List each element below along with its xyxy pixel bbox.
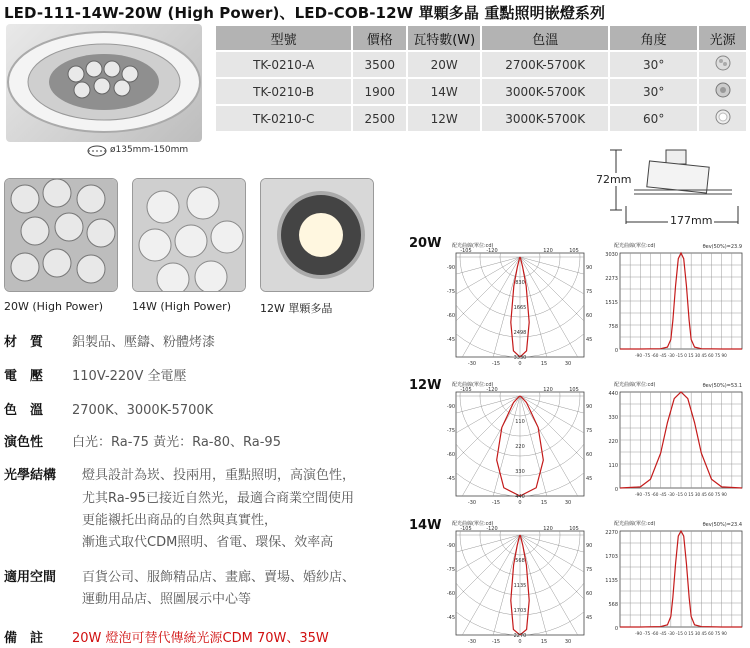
cell-watt: 14W	[408, 79, 480, 104]
polar-bottom-tick: 30	[564, 500, 572, 506]
cell-color-temp: 2700K-5700K	[482, 52, 608, 77]
polar-side-tick: -60	[446, 313, 455, 319]
spec-value: 2700K、3000K-5700K	[72, 403, 214, 418]
spec-value: 白光：Ra-75 黃光：Ra-80、Ra-95	[72, 435, 281, 450]
polar-ring-label: 440	[515, 494, 525, 500]
application-line: 運動用品店、照圖展示中心等	[82, 592, 252, 607]
polar-ring-label: 2270	[513, 633, 527, 639]
spec-cri	[4, 431, 281, 450]
polar-side-tick: -45	[446, 615, 455, 621]
polar-side-tick: -60	[446, 452, 455, 458]
polar-side-tick: 45	[586, 476, 593, 482]
linear-x-ticks: -90 -75 -60 -45 -30 -15 0 15 30 45 60 75 90	[635, 492, 727, 497]
col-header-watt: 瓦特數(W)	[408, 26, 480, 50]
spec-key: 材 質	[4, 335, 44, 350]
linear-chart	[598, 518, 748, 648]
polar-ring-label: 110	[515, 419, 525, 425]
polar-bottom-tick: -30	[467, 639, 477, 645]
linear-y-tick: 0	[614, 487, 618, 493]
polar-bottom-tick: 30	[564, 639, 572, 645]
cutout-diameter: ø135mm-150mm	[110, 145, 189, 155]
col-header-price: 價格	[353, 26, 406, 50]
structure-line: 更能襯托出商品的自然與真實性，	[82, 513, 278, 528]
linear-peak-label: θev(50%)=23.9	[702, 244, 742, 250]
linear-y-tick: 0	[614, 626, 618, 632]
linear-y-tick: 440	[608, 391, 618, 397]
watt-label-20w: 20W	[409, 236, 442, 251]
structure-line: 尤其Ra-95已接近自然光，最適合商業空間使用	[82, 491, 354, 506]
spec-material	[4, 331, 215, 350]
polar-top-tick: 105	[569, 248, 579, 254]
polar-top-tick: -105	[460, 248, 472, 254]
table-row	[216, 106, 746, 131]
polar-side-tick: 75	[586, 289, 593, 295]
page-title: LED-111-14W-20W (High Power)、LED-COB-12W 單顆多晶 重點照明嵌燈系列	[4, 4, 606, 22]
table-row	[216, 52, 746, 77]
linear-y-tick: 110	[608, 463, 618, 469]
linear-chart-title: 配光曲線(單位:cd)	[614, 521, 656, 527]
polar-side-tick: 90	[586, 543, 593, 549]
linear-chart-title: 配光曲線(單位:cd)	[614, 243, 656, 249]
polar-side-tick: -60	[446, 591, 455, 597]
polar-side-tick: 60	[586, 313, 593, 319]
cell-angle: 30°	[610, 79, 697, 104]
polar-side-tick: -90	[446, 265, 455, 271]
linear-y-tick: 330	[608, 415, 618, 421]
cell-watt: 20W	[408, 52, 480, 77]
polar-top-tick: -105	[460, 526, 472, 532]
polar-top-tick: -120	[486, 248, 498, 254]
spec-key: 電 壓	[4, 369, 44, 384]
polar-bottom-tick: -15	[491, 361, 501, 367]
polar-ring-label: 330	[515, 469, 525, 475]
spec-table	[214, 24, 748, 133]
polar-ring-label: 220	[515, 444, 525, 450]
polar-side-tick: -75	[446, 289, 455, 295]
polar-top-tick: 120	[543, 387, 553, 393]
linear-peak-label: θev(50%)=53.1	[702, 383, 742, 389]
watt-label-14w: 14W	[409, 518, 442, 533]
polar-side-tick: 45	[586, 337, 593, 343]
structure-line: 漸進式取代CDM照明、省電、環保、效率高	[82, 535, 334, 550]
polar-side-tick: 60	[586, 591, 593, 597]
linear-y-tick: 758	[608, 324, 618, 330]
polar-top-tick: 105	[569, 526, 579, 532]
linear-y-tick: 220	[608, 439, 618, 445]
light-source-icon	[699, 106, 746, 131]
product-photo	[6, 24, 202, 142]
polar-ring-label: 2498	[513, 330, 527, 336]
polar-side-tick: -75	[446, 567, 455, 573]
spec-key: 光學結構	[4, 468, 57, 483]
cell-watt: 12W	[408, 106, 480, 131]
polar-bottom-tick: 30	[564, 361, 572, 367]
spec-key: 色 溫	[4, 403, 44, 418]
note-value: 20W 燈泡可替代傳統光源CDM 70W、35W	[72, 631, 329, 646]
linear-y-tick: 0	[614, 348, 618, 354]
cell-model: TK-0210-B	[216, 79, 351, 104]
spec-key: 備 註	[4, 631, 44, 646]
linear-chart-title: 配光曲線(單位:cd)	[614, 382, 656, 388]
linear-y-tick: 2273	[605, 276, 618, 282]
linear-x-ticks: -90 -75 -60 -45 -30 -15 0 15 30 45 60 75 90	[635, 631, 727, 636]
cell-price: 1900	[353, 79, 406, 104]
polar-bottom-tick: 0	[518, 361, 522, 367]
spec-application-key	[4, 566, 72, 585]
cell-color-temp: 3000K-5700K	[482, 106, 608, 131]
thumbnail-12w	[260, 178, 374, 292]
thumbnail-14w	[132, 178, 246, 292]
cell-price: 2500	[353, 106, 406, 131]
cell-color-temp: 3000K-5700K	[482, 79, 608, 104]
linear-x-ticks: -90 -75 -60 -45 -30 -15 0 15 30 45 60 75 90	[635, 353, 727, 358]
spec-voltage	[4, 365, 186, 384]
spec-value: 110V-220V 全電壓	[72, 369, 187, 384]
polar-side-tick: -90	[446, 543, 455, 549]
linear-chart	[598, 240, 748, 370]
polar-top-tick: 105	[569, 387, 579, 393]
polar-chart-title: 配光曲線(單位:cd)	[452, 382, 494, 388]
col-header-angle: 角度	[610, 26, 697, 50]
polar-side-tick: 90	[586, 265, 593, 271]
cutout-icon	[86, 143, 108, 162]
polar-bottom-tick: -30	[467, 500, 477, 506]
polar-side-tick: 60	[586, 452, 593, 458]
watt-label-12w: 12W	[409, 378, 442, 393]
polar-side-tick: 90	[586, 404, 593, 410]
application-line: 百貨公司、服飾精品店、畫廊、賣場、婚紗店、	[82, 570, 356, 585]
spec-color-temp	[4, 399, 213, 418]
polar-top-tick: -120	[486, 387, 498, 393]
table-row	[216, 79, 746, 104]
polar-chart	[444, 240, 594, 370]
polar-ring-label: 1703	[513, 608, 527, 614]
spec-value: 鋁製品、壓鑄、粉體烤漆	[72, 335, 216, 350]
cell-model: TK-0210-A	[216, 52, 351, 77]
spec-key: 適用空間	[4, 570, 57, 585]
polar-ring-label: 568	[515, 558, 525, 564]
linear-y-tick: 3030	[605, 252, 618, 258]
cell-price: 3500	[353, 52, 406, 77]
polar-ring-label: 1665	[513, 305, 527, 311]
polar-top-tick: 120	[543, 248, 553, 254]
col-header-color-temp: 色溫	[482, 26, 608, 50]
polar-top-tick: 120	[543, 526, 553, 532]
linear-y-tick: 1515	[605, 300, 618, 306]
polar-side-tick: -45	[446, 476, 455, 482]
structure-line: 燈具設計為崁、投兩用，重點照明，高演色性，	[82, 468, 356, 483]
polar-bottom-tick: -15	[491, 639, 501, 645]
thumbnail-label-20w: 20W (High Power)	[4, 300, 103, 313]
linear-y-tick: 2270	[605, 530, 618, 536]
spec-key: 演色性	[4, 435, 44, 450]
col-header-model: 型號	[216, 26, 351, 50]
polar-chart-title: 配光曲線(單位:cd)	[452, 243, 494, 249]
thumbnail-label-12w: 12W 單顆多晶	[260, 302, 333, 315]
polar-chart	[444, 379, 594, 509]
polar-bottom-tick: 15	[540, 500, 548, 506]
thumbnail-label-14w: 14W (High Power)	[132, 300, 231, 313]
polar-bottom-tick: 15	[540, 639, 548, 645]
spec-structure-key	[4, 464, 72, 483]
polar-top-tick: -120	[486, 526, 498, 532]
polar-bottom-tick: -15	[491, 500, 501, 506]
linear-peak-label: θev(50%)=23.4	[702, 522, 742, 528]
polar-ring-label: 830	[515, 280, 525, 286]
linear-y-tick: 1135	[605, 578, 618, 584]
polar-side-tick: 75	[586, 567, 593, 573]
polar-side-tick: 75	[586, 428, 593, 434]
col-header-light-source: 光源	[699, 26, 746, 50]
polar-side-tick: -45	[446, 337, 455, 343]
polar-ring-label: 3330	[513, 355, 527, 361]
spec-note	[4, 627, 329, 646]
polar-side-tick: -90	[446, 404, 455, 410]
polar-ring-label: 1135	[513, 583, 527, 589]
cell-angle: 60°	[610, 106, 697, 131]
polar-side-tick: 45	[586, 615, 593, 621]
linear-y-tick: 1703	[605, 554, 618, 560]
polar-chart	[444, 518, 594, 648]
polar-bottom-tick: -30	[467, 361, 477, 367]
polar-bottom-tick: 0	[518, 639, 522, 645]
polar-chart-title: 配光曲線(單位:cd)	[452, 521, 494, 527]
polar-bottom-tick: 15	[540, 361, 548, 367]
light-source-icon	[699, 52, 746, 77]
cell-model: TK-0210-C	[216, 106, 351, 131]
dimension-height: 72mm	[596, 173, 632, 186]
dimension-width: 177mm	[670, 214, 713, 227]
linear-chart	[598, 379, 748, 509]
polar-side-tick: -75	[446, 428, 455, 434]
polar-bottom-tick: 0	[518, 500, 522, 506]
cell-angle: 30°	[610, 52, 697, 77]
polar-top-tick: -105	[460, 387, 472, 393]
linear-y-tick: 568	[608, 602, 618, 608]
thumbnail-20w	[4, 178, 118, 292]
light-source-icon	[699, 79, 746, 104]
